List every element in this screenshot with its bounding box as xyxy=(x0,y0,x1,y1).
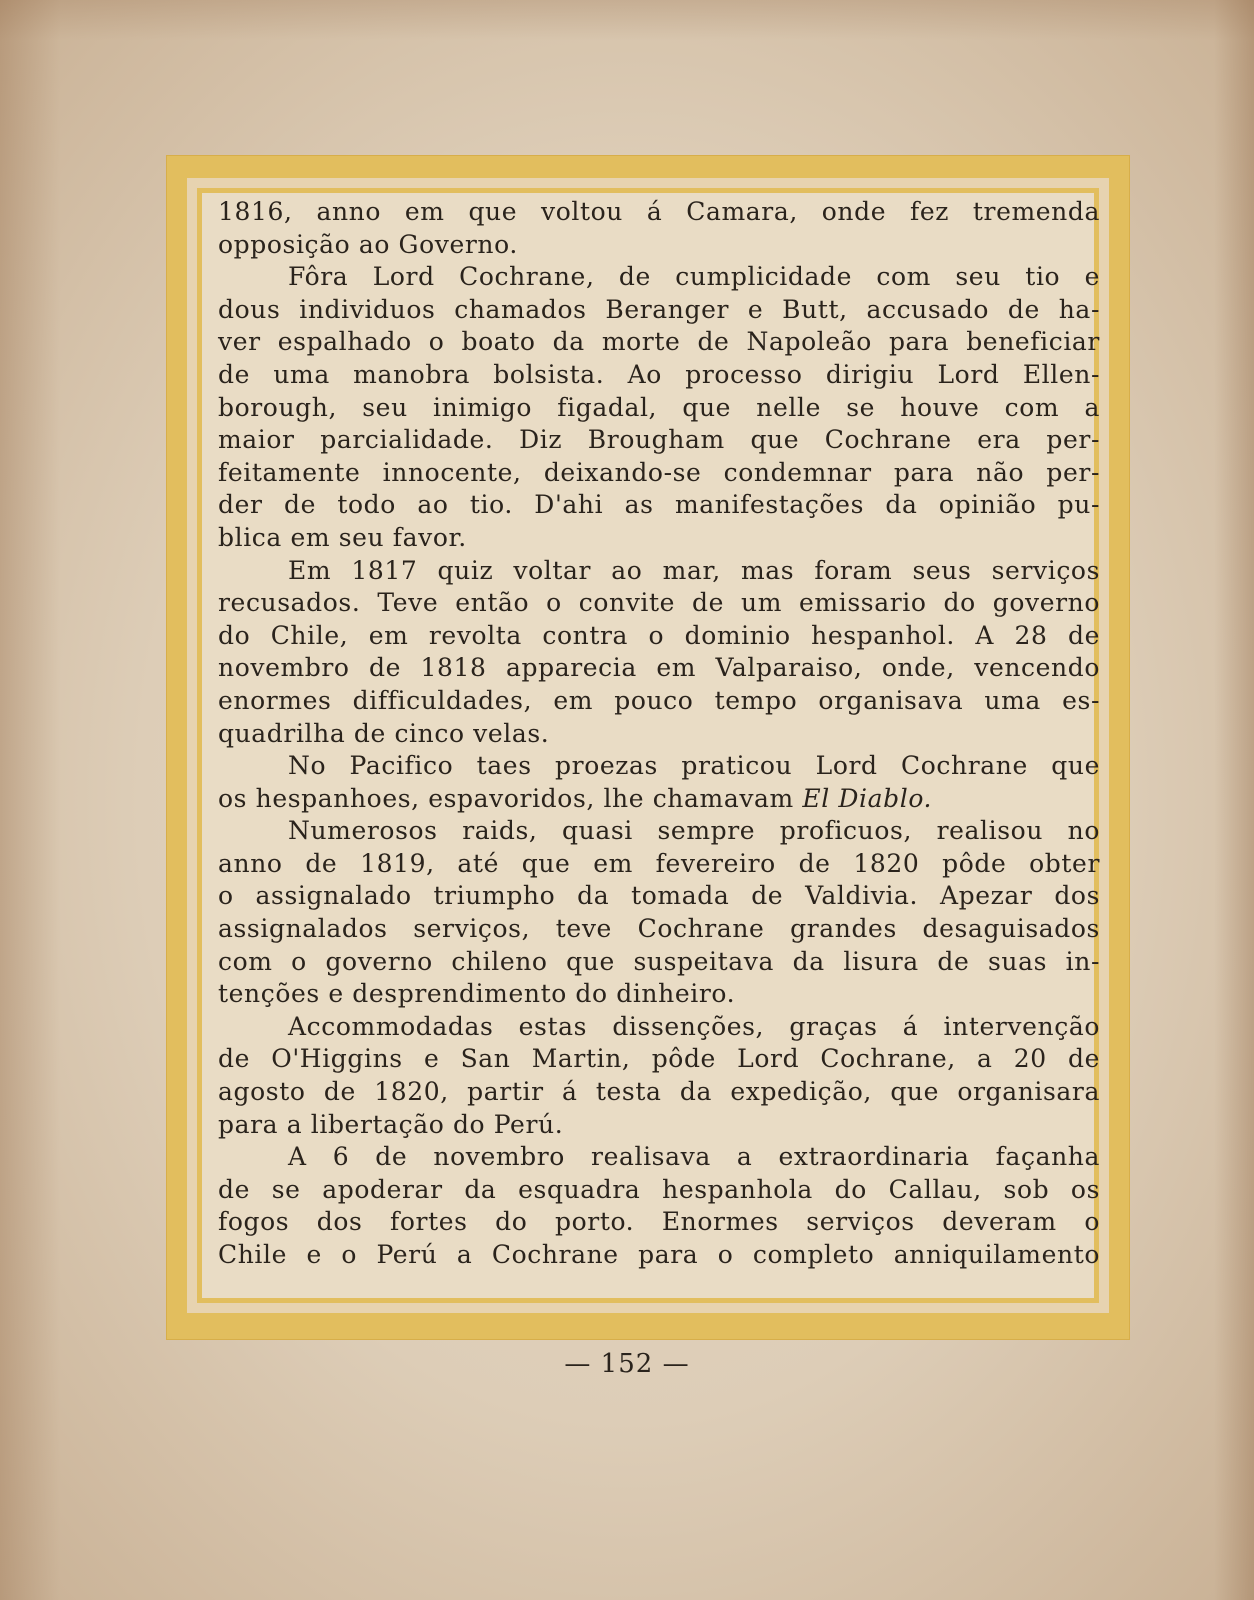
text-line: 1816, anno em que voltou á Camara, onde fez tremenda xyxy=(218,197,1100,226)
text-line: enormes difficuldades, em pouco tempo organisava uma es- xyxy=(218,685,1100,715)
italic-title: El Diablo. xyxy=(802,783,933,813)
text-line-with-italic xyxy=(218,783,1100,816)
text-line: com o governo chileno que suspeitava da lisura de suas in- xyxy=(218,946,1100,976)
text-line: No Pacifico taes proezas praticou Lord Cochrane que xyxy=(288,751,1100,781)
text-line: Chile e o Perú a Cochrane para o completo anniquilamento xyxy=(218,1240,1100,1269)
text-line: Fôra Lord Cochrane, de cumplicidade com seu tio e xyxy=(288,262,1100,292)
text-line: borough, seu inimigo figadal, que nelle se houve com a xyxy=(218,392,1100,422)
text-line: recusados. Teve então o convite de um emissario do governo xyxy=(218,588,1100,618)
text-line: assignalados serviços, teve Cochrane grandes desaguisados xyxy=(218,914,1100,944)
text-line: dous individuos chamados Beranger e Butt, accusado de ha- xyxy=(218,294,1100,324)
text-line: de se apoderar da esquadra hespanhola do Callau, sob os xyxy=(218,1174,1100,1204)
text-line: Numerosos raids, quasi sempre proficuos, realisou no xyxy=(288,816,1100,846)
text-line: ver espalhado o boato da morte de Napoleão para beneficiar xyxy=(218,327,1100,357)
text-line: Accommodadas estas dissenções, graças á intervenção xyxy=(288,1011,1100,1041)
text-line: o assignalado triumpho da tomada de Valdivia. Apezar dos xyxy=(218,881,1100,911)
text-line: anno de 1819, até que em fevereiro de 1820 pôde obter xyxy=(218,848,1100,878)
text-line: quadrilha de cinco velas. xyxy=(218,718,550,748)
text-line: de uma manobra bolsista. Ao processo dirigiu Lord Ellen- xyxy=(218,359,1100,389)
body-text xyxy=(218,196,1100,1272)
text-segment: os hespanhoes, espavoridos, lhe chamavam xyxy=(218,783,794,813)
text-line: de O'Higgins e San Martin, pôde Lord Cochrane, a 20 de xyxy=(218,1044,1100,1074)
text-line: A 6 de novembro realisava a extraordinaria façanha xyxy=(288,1142,1100,1172)
page-number: — 152 — xyxy=(564,1349,690,1379)
text-line: Em 1817 quiz voltar ao mar, mas foram seus serviços xyxy=(288,555,1100,585)
text-line: tenções e desprendimento do dinheiro. xyxy=(218,979,736,1009)
text-line: feitamente innocente, deixando-se condemnar para não per- xyxy=(218,457,1100,487)
text-line: blica em seu favor. xyxy=(218,522,467,552)
text-line: der de todo ao tio. D'ahi as manifestações da opinião pu- xyxy=(218,490,1100,520)
text-line: para a libertação do Perú. xyxy=(218,1109,564,1139)
text-line: fogos dos fortes do porto. Enormes serviços deveram o xyxy=(218,1207,1100,1237)
page-shadow-top xyxy=(0,0,1254,40)
text-line: do Chile, em revolta contra o dominio hespanhol. A 28 de xyxy=(218,620,1100,650)
text-line: agosto de 1820, partir á testa da expedição, que organisara xyxy=(218,1077,1100,1107)
text-line: maior parcialidade. Diz Brougham que Cochrane era per- xyxy=(218,425,1100,455)
text-line: novembro de 1818 apparecia em Valparaiso, onde, vencendo xyxy=(218,653,1100,683)
text-line: opposição ao Governo. xyxy=(218,229,518,259)
